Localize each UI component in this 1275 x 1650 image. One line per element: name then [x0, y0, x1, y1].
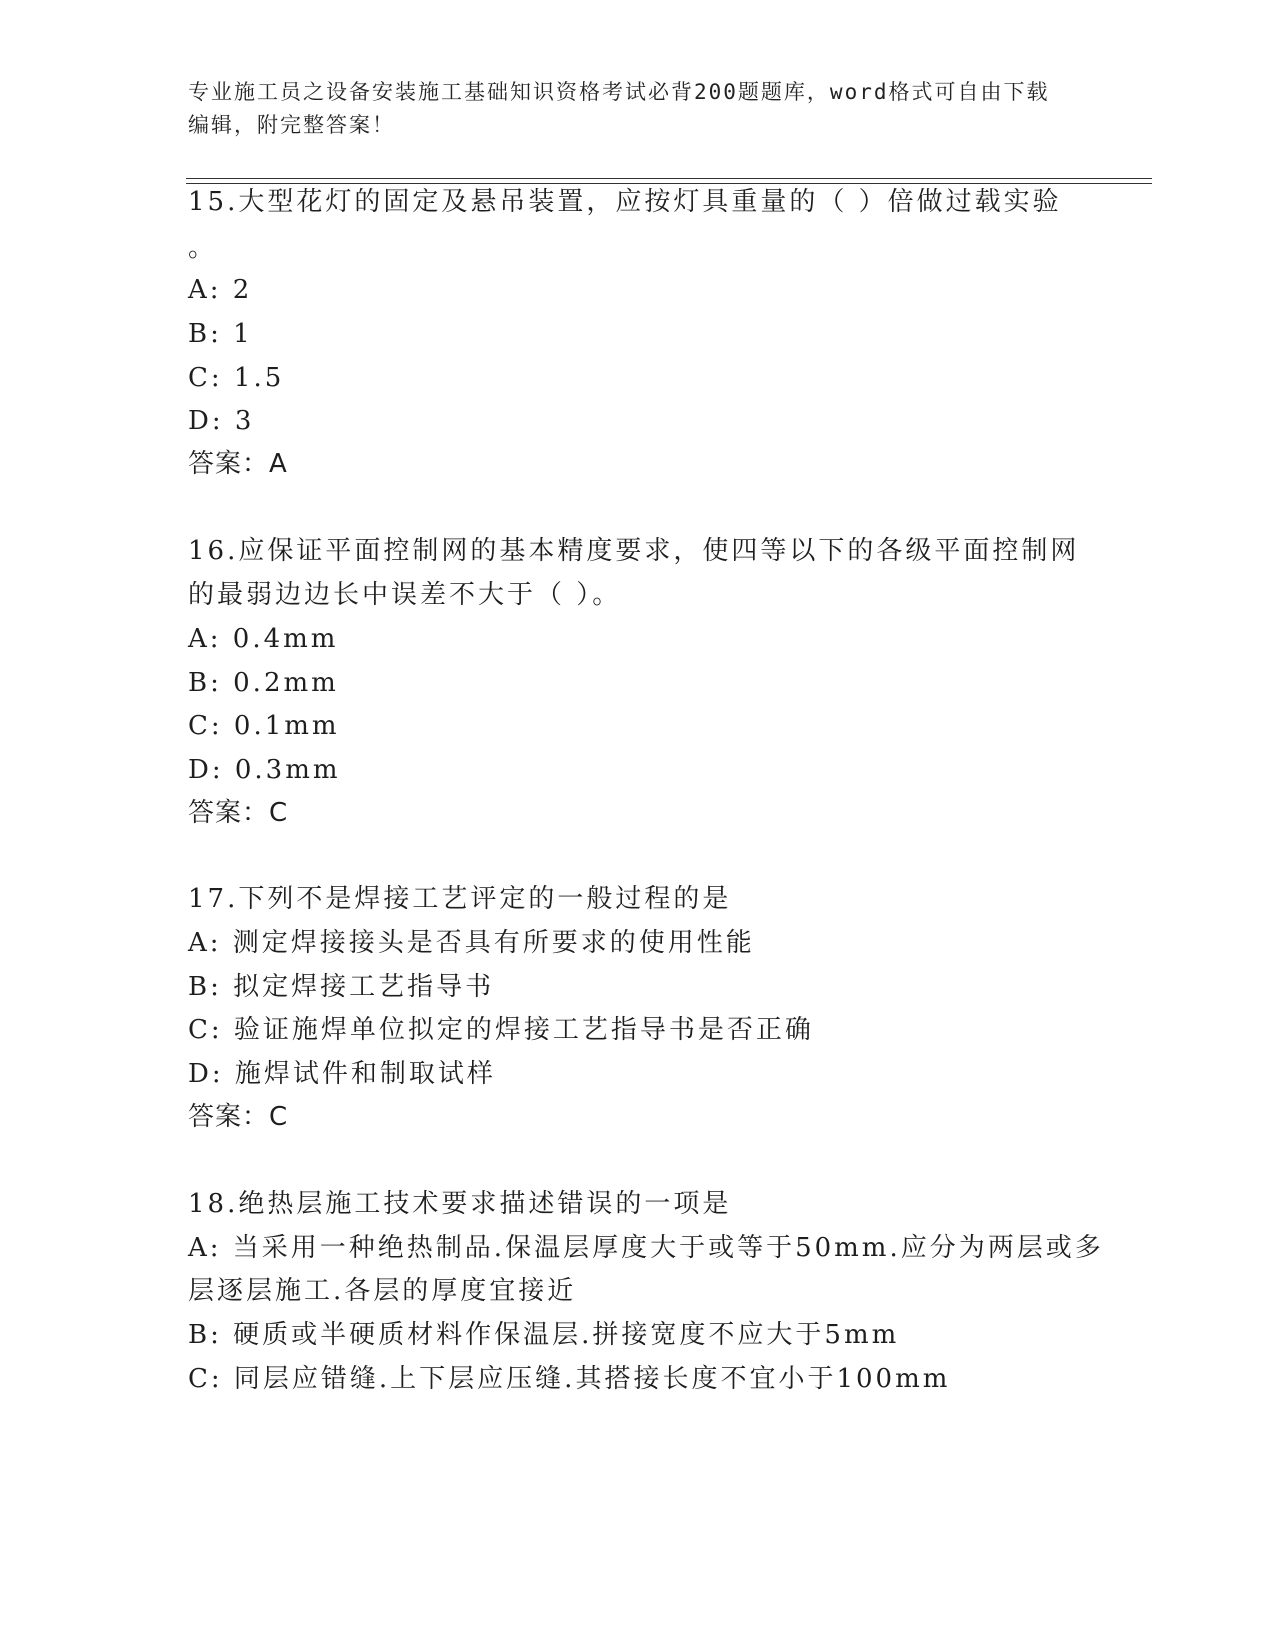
question-15-stem-cont: 。: [188, 233, 218, 263]
question-18-option-a: A: 当采用一种绝热制品.保温层厚度大于或等于50mm.应分为两层或多: [188, 1233, 1104, 1263]
document-header: 专业施工员之设备安装施工基础知识资格考试必背200题题库，word格式可自由下载编辑，附完整答案！: [188, 80, 1050, 137]
question-17-option-b: B: 拟定焊接工艺指导书: [188, 972, 495, 1002]
question-17-option-d: D: 施焊试件和制取试样: [188, 1059, 496, 1089]
question-18-option-c: C: 同层应错缝.上下层应压缝.其搭接长度不宜小于100mm: [188, 1364, 951, 1394]
question-16-option-d: D: 0.3mm: [188, 755, 341, 785]
question-15-stem: 15.大型花灯的固定及悬吊装置，应按灯具重量的（ ）倍做过载实验: [188, 187, 1062, 217]
question-18-option-b: B: 硬质或半硬质材料作保温层.拼接宽度不应大于5mm: [188, 1320, 900, 1350]
question-15-option-c: C: 1.5: [188, 363, 285, 393]
question-17-option-c: C: 验证施焊单位拟定的焊接工艺指导书是否正确: [188, 1015, 814, 1045]
question-16-option-b: B: 0.2mm: [188, 668, 339, 698]
question-18-option-a-cont: 层逐层施工.各层的厚度宜接近: [188, 1276, 577, 1306]
question-17-answer: 答案：C: [188, 1102, 289, 1132]
question-15-option-a: A: 2: [188, 275, 253, 305]
question-15-answer: 答案：A: [188, 449, 288, 479]
question-18-stem: 18.绝热层施工技术要求描述错误的一项是: [188, 1189, 732, 1219]
question-15-option-d: D: 3: [188, 406, 255, 436]
question-16-stem-cont: 的最弱边边长中误差不大于（ ）。: [188, 580, 622, 610]
question-16-option-a: A: 0.4mm: [188, 624, 339, 654]
question-16-answer: 答案：C: [188, 798, 289, 828]
question-17-option-a: A: 测定焊接接头是否具有所要求的使用性能: [188, 928, 755, 958]
header-divider-bottom: [186, 183, 1152, 184]
question-15-option-b: B: 1: [188, 319, 253, 349]
question-16-option-c: C: 0.1mm: [188, 711, 340, 741]
header-divider-top: [186, 178, 1152, 179]
question-16-stem: 16.应保证平面控制网的基本精度要求，使四等以下的各级平面控制网: [188, 536, 1080, 566]
question-17-stem: 17.下列不是焊接工艺评定的一般过程的是: [188, 884, 732, 914]
